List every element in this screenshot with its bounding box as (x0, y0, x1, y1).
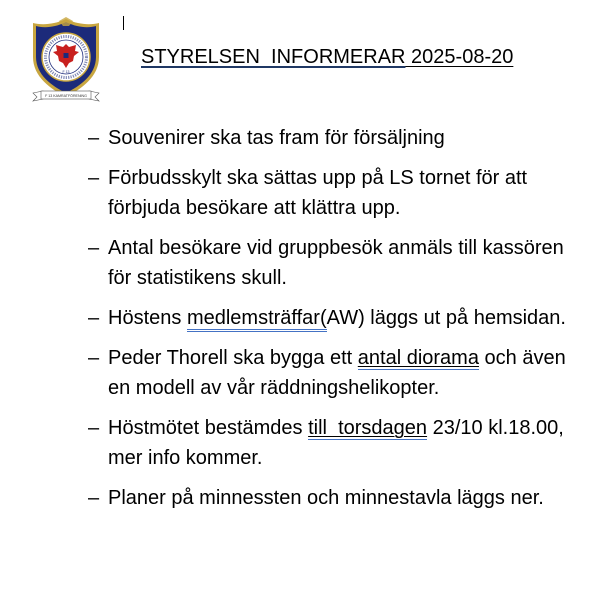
text-cursor (123, 16, 124, 30)
dash-bullet: – (88, 417, 100, 439)
dash-bullet: – (88, 237, 100, 259)
svg-text:F 13 KAMRATFÖRENING: F 13 KAMRATFÖRENING (45, 94, 87, 98)
shield-emblem (33, 17, 99, 97)
item-text: Souvenirer ska tas fram för försäljning (108, 127, 445, 149)
club-logo (29, 17, 103, 103)
dash-bullet: – (88, 167, 100, 189)
item-text: 23/10 kl.18.00, mer info kommer. (108, 417, 570, 469)
dash-bullet: – (88, 487, 100, 509)
item-text: Planer på minnessten och minnestavla läggs ner. (108, 487, 544, 509)
page-title (141, 45, 513, 69)
list-item (88, 343, 578, 403)
grammar-flagged-text: antal diorama (357, 347, 479, 369)
list-item (88, 163, 578, 223)
item-text: och även en modell av vår räddningshelikopter. (108, 347, 572, 399)
svg-text:F 13: F 13 (62, 70, 70, 74)
dash-bullet: – (88, 347, 100, 369)
dash-bullet: – (88, 127, 100, 149)
item-text: Peder Thorell ska bygga ett (108, 347, 358, 369)
announcement-list (88, 123, 578, 523)
item-text: Antal besökare vid gruppbesök anmäls till kassören för statistikens skull. (108, 237, 570, 289)
title-heading: STYRELSEN INFORMERAR (141, 46, 406, 68)
list-item (88, 303, 578, 333)
item-text: Förbudsskylt ska sättas upp på LS tornet för att förbjuda besökare att klättra upp. (108, 167, 533, 219)
grammar-flagged-text: medlemsträffar( (187, 307, 327, 332)
item-text: Höstens (108, 307, 187, 329)
list-item (88, 413, 578, 473)
list-item (88, 233, 578, 293)
title-date: 2025-08-20 (405, 46, 514, 68)
item-text: AW) läggs ut på hemsidan. (326, 307, 566, 329)
item-text: Höstmötet bestämdes (108, 417, 309, 439)
logo-banner (33, 91, 99, 101)
list-item (88, 483, 578, 513)
grammar-flagged-text: till torsdagen (308, 417, 428, 439)
dash-bullet: – (88, 307, 100, 329)
list-item (88, 123, 578, 153)
